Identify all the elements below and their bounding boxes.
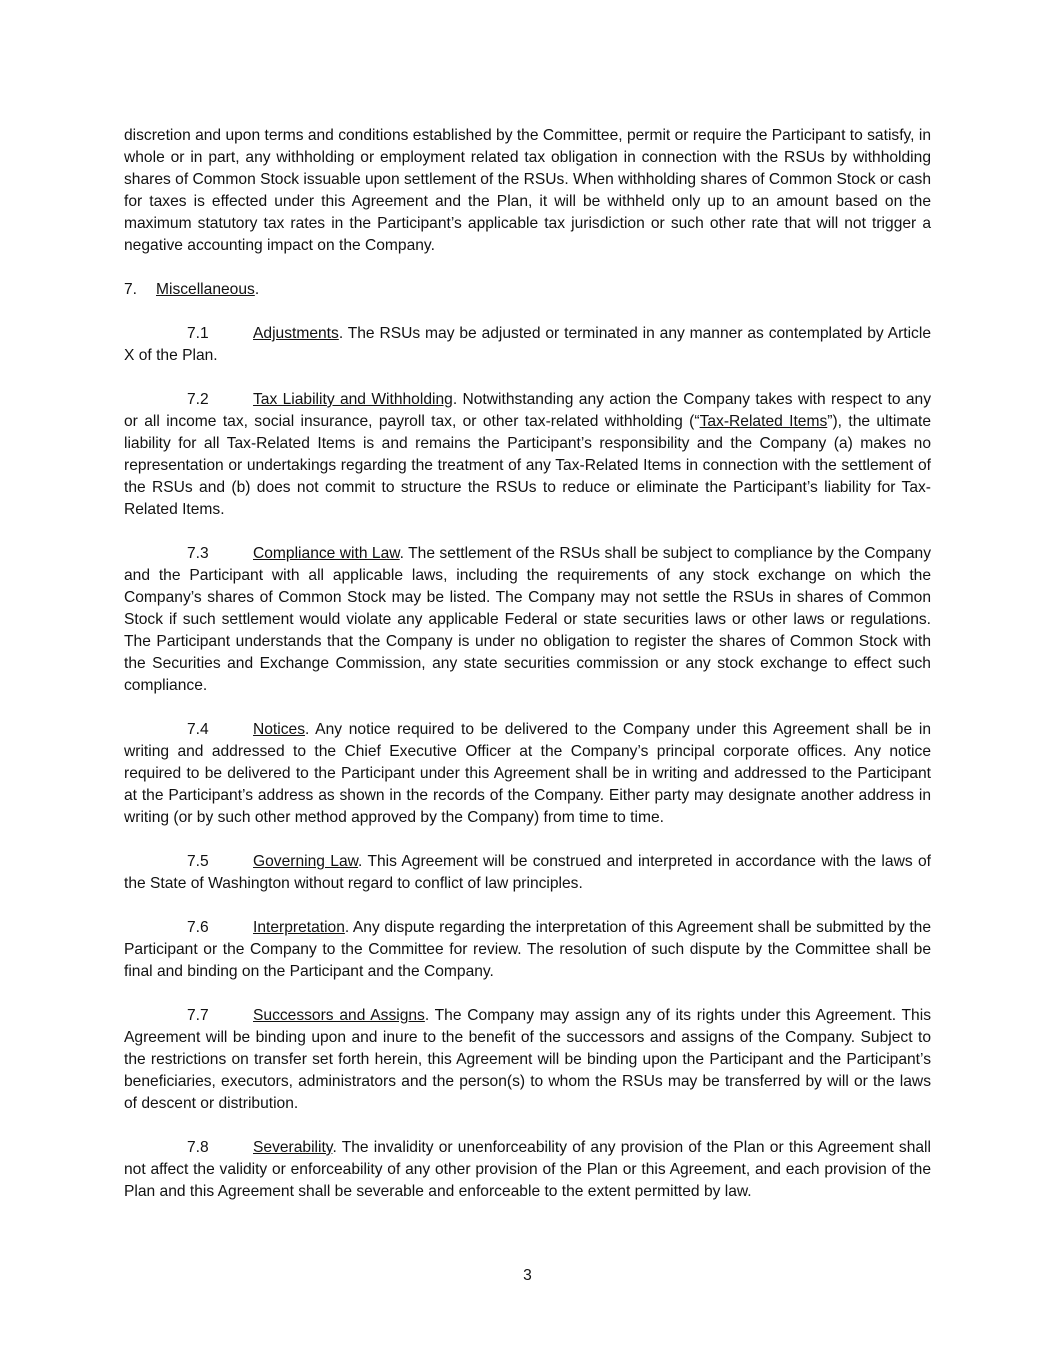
section-number: 7. [124, 281, 138, 298]
paragraph-7-2: 7.2 Tax Liability and Withholding. Notwithstanding any action the Company takes with respect to any or all income tax, social insurance, payroll tax, or other tax-related withholding (“Tax-Related Items”), the ultimate liability for all Tax-Related Items is and remains the Participant’s responsibility and the Company (a) makes no representation or undertakings regarding the treatment of any Tax-Related Items in connection with the settlement of the RSUs and (b) does not commit to structure the RSUs to reduce or eliminate the Participant’s liability for Tax-Related Items. [124, 391, 931, 518]
page-number: 3 [523, 1267, 532, 1284]
paragraph-7-1: 7.1 Adjustments. The RSUs may be adjusted or terminated in any manner as contemplated by Article X of the Plan. [124, 325, 931, 364]
defined-term-tax-related-items: Tax-Related Items [699, 413, 828, 430]
number-7-4: 7.4 [187, 721, 209, 738]
title-governing-law: Governing Law [253, 853, 359, 870]
paragraph-7-3: 7.3 Compliance with Law. The settlement of the RSUs shall be subject to compliance by the Company and the Participant with all applicable laws, including the requirements of any stock exchange on which the Company’s shares of Common Stock may be listed. The Company may not settle the RSUs in shares of Common Stock if such settlement would violate any applicable Federal or state securities laws or other laws or regulations. The Participant understands that the Company is under no obligation to register the shares of Common Stock with the Securities and Exchange Commission, any state securities commission or any stock exchange to effect such compliance. [124, 545, 931, 694]
intro-paragraph: discretion and upon terms and conditions established by the Committee, permit or require the Participant to satisfy, in whole or in part, any withholding or employment related tax obligation in connection with the RSUs by withholding shares of Common Stock issuable upon settlement of the RSUs. When withholding shares of Common Stock or cash for taxes is effected under this Agreement and the Plan, it will be withheld only up to an amount based on the maximum statutory tax rates in the Participant’s applicable tax jurisdiction or such other rate that will not trigger a negative accounting impact on the Company. [124, 127, 931, 254]
paragraph-7-4: 7.4 Notices. Any notice required to be delivered to the Company under this Agreement shall be in writing and addressed to the Chief Executive Officer at the Company’s principal corporate offices. Any notice required to be delivered to the Participant under this Agreement shall be in writing and addressed to the Participant at the Participant’s address as shown in the records of the Company. Either party may designate another address in writing (or by such other method approved by the Company) from time to time. [124, 721, 931, 826]
number-7-3: 7.3 [187, 545, 209, 562]
number-7-8: 7.8 [187, 1139, 209, 1156]
number-7-7: 7.7 [187, 1007, 209, 1024]
title-severability: Severability [253, 1139, 333, 1156]
number-7-2: 7.2 [187, 391, 209, 408]
title-notices: Notices [253, 721, 305, 738]
section-heading: 7. Miscellaneous. [124, 279, 931, 301]
number-7-5: 7.5 [187, 853, 209, 870]
paragraph-7-8: 7.8 Severability. The invalidity or unenforceability of any provision of the Plan or this Agreement shall not affect the validity or enforceability of any other provision of the Plan or this Agreement, and each provision of the Plan and this Agreement shall be severable and enforceable to the extent permitted by law. [124, 1139, 931, 1200]
section-title: Miscellaneous [156, 281, 255, 298]
paragraph-7-5: 7.5 Governing Law. This Agreement will be construed and interpreted in accordance with the laws of the State of Washington without regard to conflict of law principles. [124, 853, 931, 892]
title-adjustments: Adjustments [253, 325, 339, 342]
title-tax-liability: Tax Liability and Withholding [253, 391, 453, 408]
number-7-6: 7.6 [187, 919, 209, 936]
number-7-1: 7.1 [187, 325, 209, 342]
page-body [124, 125, 931, 1203]
title-compliance: Compliance with Law [253, 545, 400, 562]
paragraph-7-6: 7.6 Interpretation. Any dispute regarding the interpretation of this Agreement shall be submitted by the Participant or the Company to the Committee for review. The resolution of such dispute by the Committee shall be final and binding on the Participant and the Company. [124, 919, 931, 980]
title-successors: Successors and Assigns [253, 1007, 425, 1024]
title-interpretation: Interpretation [253, 919, 345, 936]
paragraph-7-7: 7.7 Successors and Assigns. The Company may assign any of its rights under this Agreement. This Agreement will be binding upon and inure to the benefit of the successors and assigns of the Company. Subject to the restrictions on transfer set forth herein, this Agreement will be binding upon the Participant and the Participant’s beneficiaries, executors, administrators and the person(s) to whom the RSUs may be transferred by will or the laws of descent or distribution. [124, 1007, 931, 1112]
